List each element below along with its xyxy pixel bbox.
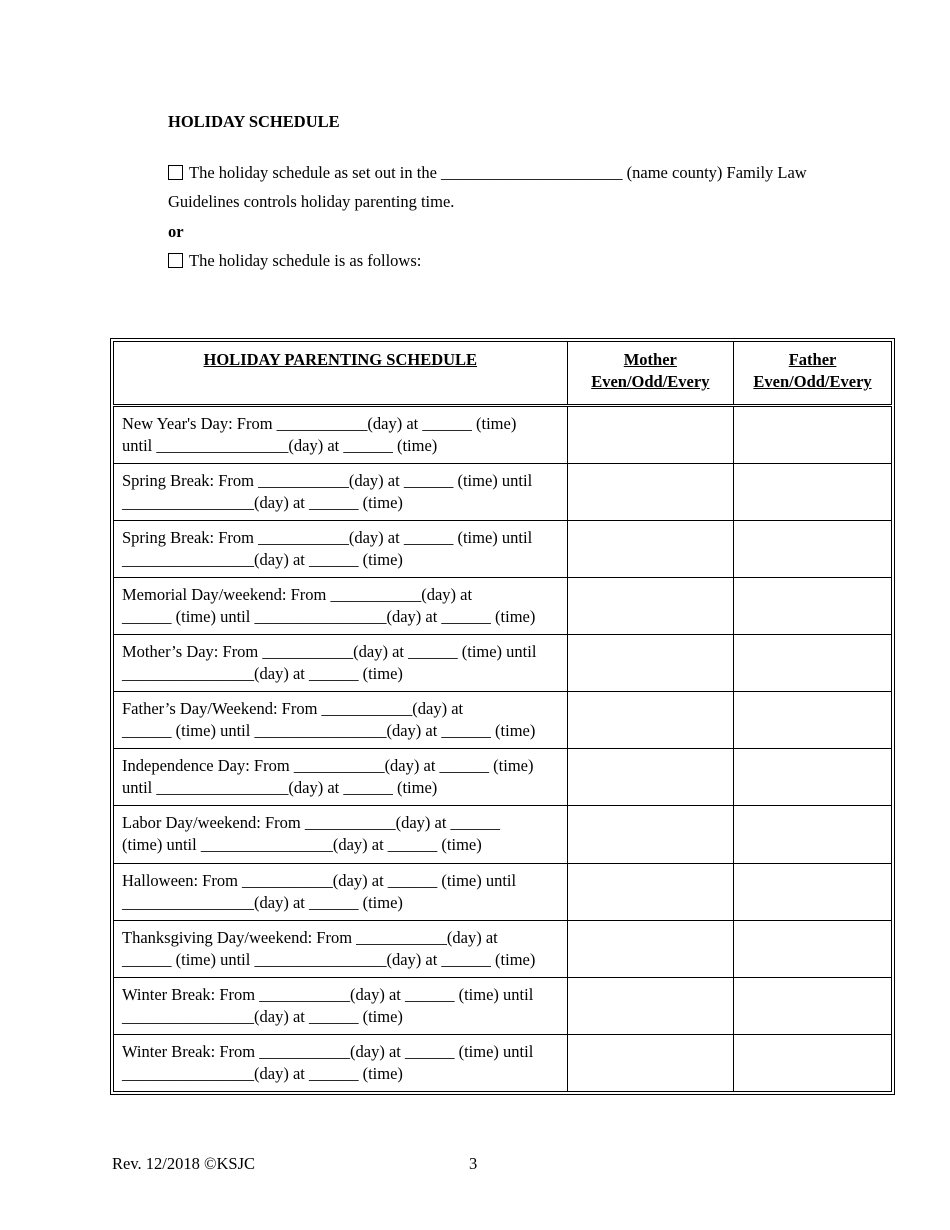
- father-even-odd-cell[interactable]: [734, 920, 892, 977]
- holiday-line2: until ________________(day) at ______ (time): [122, 435, 438, 455]
- mother-even-odd-cell[interactable]: [567, 749, 733, 806]
- table-row: [114, 635, 892, 692]
- holiday-description: [114, 692, 568, 749]
- holiday-line2: ________________(day) at ______ (time): [122, 1063, 403, 1083]
- holiday-description: [114, 464, 568, 521]
- header-father: Father Even/Odd/Every: [734, 342, 892, 406]
- holiday-line1: New Year's Day: From ___________(day) at ______ (time): [122, 413, 517, 433]
- holiday-line1: Labor Day/weekend: From ___________(day) at ______: [122, 813, 501, 833]
- holiday-line1: Winter Break: From ___________(day) at ______ (time) until: [122, 984, 534, 1004]
- footer-page-number: 3: [469, 1154, 478, 1173]
- mother-even-odd-cell[interactable]: [567, 464, 733, 521]
- father-even-odd-cell[interactable]: [734, 806, 892, 863]
- holiday-line2: ______ (time) until ________________(day) at ______ (time): [122, 949, 536, 969]
- footer-revision: Rev. 12/2018 ©KSJC: [112, 1154, 256, 1173]
- holiday-line1: Memorial Day/weekend: From ___________(day) at: [122, 585, 473, 605]
- holiday-parenting-table: [110, 338, 895, 1095]
- holiday-line1: Spring Break: From ___________(day) at ______ (time) until: [122, 471, 533, 490]
- holiday-description: [114, 920, 568, 977]
- table-row: [114, 749, 892, 806]
- holiday-line2: until ________________(day) at ______ (time): [122, 778, 438, 798]
- holiday-line2: ______ (time) until ________________(day) at ______ (time): [122, 721, 536, 741]
- holiday-line2: ________________(day) at ______ (time): [122, 493, 403, 512]
- table-row: [114, 405, 892, 463]
- holiday-description: [114, 749, 568, 806]
- table-header-row: [114, 342, 892, 406]
- or-label: or: [168, 222, 184, 241]
- holiday-description: [114, 635, 568, 692]
- holiday-line2: (time) until ________________(day) at ______ (time): [122, 835, 482, 855]
- table-row: [114, 464, 892, 521]
- holiday-line2: ______ (time) until ________________(day) at ______ (time): [122, 607, 536, 627]
- father-even-odd-cell[interactable]: [734, 863, 892, 920]
- option-county-guidelines: [168, 163, 807, 183]
- holiday-description: [114, 521, 568, 578]
- holiday-description: [114, 405, 568, 463]
- holiday-line2: ________________(day) at ______ (time): [122, 664, 403, 684]
- mother-even-odd-cell[interactable]: [567, 863, 733, 920]
- holiday-line1: Independence Day: From ___________(day) at ______ (time): [122, 756, 534, 776]
- table-row: [114, 920, 892, 977]
- father-even-odd-cell[interactable]: [734, 692, 892, 749]
- father-even-odd-cell[interactable]: [734, 749, 892, 806]
- holiday-line1: Halloween: From ___________(day) at ______ (time) until: [122, 870, 517, 890]
- table-row: [114, 521, 892, 578]
- holiday-description: [114, 1034, 568, 1091]
- page-title: HOLIDAY SCHEDULE: [168, 112, 340, 131]
- table-row: [114, 1034, 892, 1091]
- holiday-line1: Father’s Day/Weekend: From ___________(day) at: [122, 699, 464, 719]
- header-holiday-schedule: HOLIDAY PARENTING SCHEDULE: [114, 342, 568, 406]
- father-even-odd-cell[interactable]: [734, 464, 892, 521]
- father-even-odd-cell[interactable]: [734, 635, 892, 692]
- holiday-description: [114, 806, 568, 863]
- table-row: [114, 578, 892, 635]
- holiday-description: [114, 863, 568, 920]
- option1-text-line1: The holiday schedule as set out in the ______________________ (name county) Family Law: [189, 163, 807, 182]
- father-even-odd-cell[interactable]: [734, 578, 892, 635]
- table-row: [114, 977, 892, 1034]
- holiday-description: [114, 977, 568, 1034]
- father-even-odd-cell[interactable]: [734, 1034, 892, 1091]
- custom-schedule-checkbox[interactable]: [168, 253, 183, 268]
- father-even-odd-cell[interactable]: [734, 977, 892, 1034]
- mother-even-odd-cell[interactable]: [567, 920, 733, 977]
- table-row: [114, 806, 892, 863]
- holiday-line1: Mother’s Day: From ___________(day) at ______ (time) until: [122, 642, 537, 662]
- mother-even-odd-cell[interactable]: [567, 578, 733, 635]
- header-mother: Mother Even/Odd/Every: [567, 342, 733, 406]
- county-guidelines-checkbox[interactable]: [168, 165, 183, 180]
- mother-even-odd-cell[interactable]: [567, 521, 733, 578]
- mother-even-odd-cell[interactable]: [567, 1034, 733, 1091]
- holiday-line1: Thanksgiving Day/weekend: From ___________(day) at: [122, 927, 498, 947]
- holiday-line2: ________________(day) at ______ (time): [122, 550, 403, 570]
- holiday-line1: Spring Break: From ___________(day) at ______ (time) until: [122, 528, 533, 548]
- father-even-odd-cell[interactable]: [734, 405, 892, 463]
- holiday-line1: Winter Break: From ___________(day) at ______ (time) until: [122, 1041, 534, 1061]
- holiday-line2: ________________(day) at ______ (time): [122, 1006, 403, 1026]
- mother-even-odd-cell[interactable]: [567, 692, 733, 749]
- holiday-line2: ________________(day) at ______ (time): [122, 892, 403, 912]
- holiday-description: [114, 578, 568, 635]
- option-custom-schedule: [168, 251, 421, 271]
- table-row: [114, 863, 892, 920]
- mother-even-odd-cell[interactable]: [567, 405, 733, 463]
- mother-even-odd-cell[interactable]: [567, 635, 733, 692]
- option2-text: The holiday schedule is as follows:: [189, 251, 422, 270]
- option1-text-line2: Guidelines controls holiday parenting time.: [168, 192, 455, 211]
- table-row: [114, 692, 892, 749]
- mother-even-odd-cell[interactable]: [567, 977, 733, 1034]
- father-even-odd-cell[interactable]: [734, 521, 892, 578]
- mother-even-odd-cell[interactable]: [567, 806, 733, 863]
